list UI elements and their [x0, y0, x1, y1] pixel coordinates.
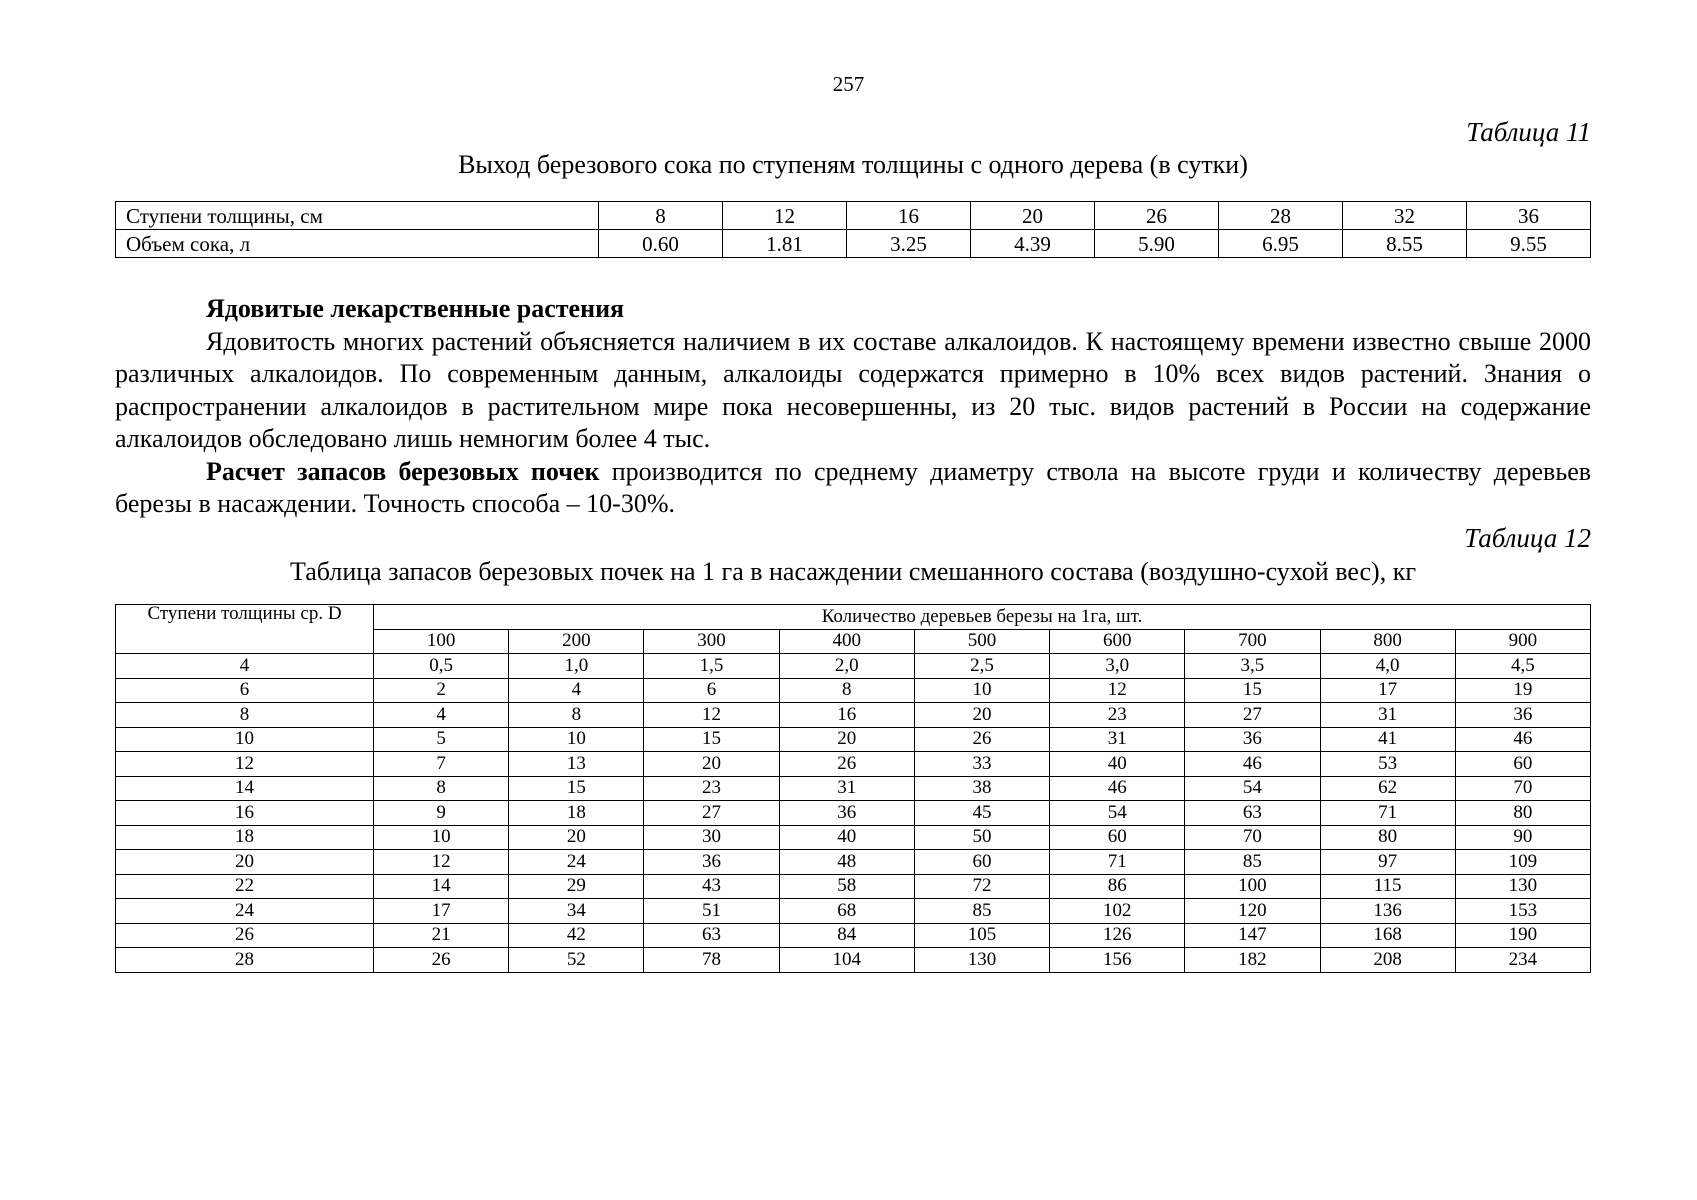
table-cell: 27: [1185, 703, 1320, 728]
table-cell: 147: [1185, 923, 1320, 948]
table-cell: 85: [1185, 850, 1320, 875]
table-row: [116, 899, 1591, 924]
table-cell: 80: [1455, 801, 1590, 826]
table-row: [116, 727, 1591, 752]
table-cell: 8: [599, 202, 723, 230]
table-cell: 3,5: [1185, 654, 1320, 679]
table-cell: 20: [914, 703, 1049, 728]
table-cell: 20: [971, 202, 1095, 230]
table-cell: 60: [1050, 825, 1185, 850]
table-cell: 32: [1343, 202, 1467, 230]
table-cell: 10: [509, 727, 644, 752]
table-cell: 1,0: [509, 654, 644, 679]
table-cell: 30: [644, 825, 779, 850]
table-cell: 36: [1455, 703, 1590, 728]
table-cell: 36: [1185, 727, 1320, 752]
table-cell: 130: [914, 948, 1049, 973]
column-header: 800: [1320, 629, 1455, 654]
column-header: 700: [1185, 629, 1320, 654]
table-row: [116, 923, 1591, 948]
table-cell: 80: [1320, 825, 1455, 850]
table-cell: 4: [509, 678, 644, 703]
table-cell: 130: [1455, 874, 1590, 899]
table-row: [116, 703, 1591, 728]
table-cell: 42: [509, 923, 644, 948]
table-cell: 19: [1455, 678, 1590, 703]
table-cell: 48: [779, 850, 914, 875]
table-row: [116, 752, 1591, 777]
row-diameter: 26: [116, 923, 374, 948]
table-cell: 5: [374, 727, 509, 752]
table-cell: 102: [1050, 899, 1185, 924]
column-header: 900: [1455, 629, 1590, 654]
section-heading: Ядовитые лекарственные растения: [206, 294, 625, 323]
row-diameter: 18: [116, 825, 374, 850]
row-diameter: 6: [116, 678, 374, 703]
table-row: [116, 850, 1591, 875]
table-row: [116, 678, 1591, 703]
table-cell: 12: [644, 703, 779, 728]
table-row: [116, 230, 1591, 258]
row-label: Ступени толщины, см: [116, 202, 599, 230]
sap-yield-table: [115, 201, 1591, 258]
birch-buds-table: [115, 604, 1591, 973]
table-cell: 51: [644, 899, 779, 924]
table-cell: 38: [914, 776, 1049, 801]
table-row: [116, 948, 1591, 973]
table-cell: 52: [509, 948, 644, 973]
table-cell: 3,0: [1050, 654, 1185, 679]
row-label: Объем сока, л: [116, 230, 599, 258]
table-cell: 8.55: [1343, 230, 1467, 258]
table-cell: 60: [1455, 752, 1590, 777]
table-cell: 86: [1050, 874, 1185, 899]
table-cell: 10: [914, 678, 1049, 703]
table-row: [116, 776, 1591, 801]
table-cell: 46: [1455, 727, 1590, 752]
table-cell: 70: [1185, 825, 1320, 850]
table-cell: 33: [914, 752, 1049, 777]
table-cell: 70: [1455, 776, 1590, 801]
table-cell: 20: [779, 727, 914, 752]
table-cell: 53: [1320, 752, 1455, 777]
table-cell: 46: [1050, 776, 1185, 801]
table-cell: 23: [1050, 703, 1185, 728]
row-diameter: 28: [116, 948, 374, 973]
table-cell: 31: [1050, 727, 1185, 752]
table-cell: 60: [914, 850, 1049, 875]
row-diameter: 14: [116, 776, 374, 801]
column-header: 300: [644, 629, 779, 654]
row-diameter: 8: [116, 703, 374, 728]
table-cell: 190: [1455, 923, 1590, 948]
table-11-title: Выход березового сока по ступеням толщины с одного дерева (в сутки): [458, 150, 1248, 179]
table-cell: 5.90: [1095, 230, 1219, 258]
table-cell: 2: [374, 678, 509, 703]
table-cell: 9.55: [1467, 230, 1591, 258]
table-cell: 36: [779, 801, 914, 826]
table-cell: 17: [374, 899, 509, 924]
table-cell: 97: [1320, 850, 1455, 875]
table-cell: 109: [1455, 850, 1590, 875]
table-cell: 50: [914, 825, 1049, 850]
table-cell: 20: [644, 752, 779, 777]
row-diameter: 12: [116, 752, 374, 777]
column-header: 500: [914, 629, 1049, 654]
table-cell: 16: [779, 703, 914, 728]
table-cell: 153: [1455, 899, 1590, 924]
table-row: [116, 874, 1591, 899]
table-cell: 40: [779, 825, 914, 850]
table-cell: 0,5: [374, 654, 509, 679]
table-cell: 45: [914, 801, 1049, 826]
table-cell: 68: [779, 899, 914, 924]
table-cell: 7: [374, 752, 509, 777]
table-cell: 208: [1320, 948, 1455, 973]
table-cell: 31: [1320, 703, 1455, 728]
paragraph-bold-lead: Расчет запасов березовых почек: [206, 456, 600, 486]
table-cell: 41: [1320, 727, 1455, 752]
table-cell: 0.60: [599, 230, 723, 258]
row-diameter: 20: [116, 850, 374, 875]
table-cell: 31: [779, 776, 914, 801]
table-cell: 6.95: [1219, 230, 1343, 258]
table-cell: 8: [509, 703, 644, 728]
header-tree-count: Количество деревьев березы на 1га, шт.: [374, 605, 1591, 630]
column-header: 400: [779, 629, 914, 654]
table-cell: 63: [1185, 801, 1320, 826]
table-cell: 15: [509, 776, 644, 801]
table-cell: 62: [1320, 776, 1455, 801]
table-cell: 34: [509, 899, 644, 924]
paragraph-alkaloids: Ядовитость многих растений объясняется наличием в их составе алкалоидов. К настоящему времени известно свыше 2000 различных алкалоидов. По современным данным, алкалоиды содержатся примерно в 10% всех видов растений. Знания о распространении алкалоидов в растительном мире пока несовершенны, из 20 тыс. видов растений в России на содержание алкалоидов обследовано лишь немногим более 4 тыс.: [115, 326, 1591, 453]
table-cell: 40: [1050, 752, 1185, 777]
table-cell: 43: [644, 874, 779, 899]
poisonous-plants-section: [115, 293, 1591, 521]
column-header: 200: [509, 629, 644, 654]
table-cell: 36: [1467, 202, 1591, 230]
table-cell: 4,0: [1320, 654, 1455, 679]
table-cell: 84: [779, 923, 914, 948]
table-cell: 105: [914, 923, 1049, 948]
table-cell: 16: [847, 202, 971, 230]
paragraph-rest: производится по среднему диаметру ствола на высоте груди и количеству деревьев березы в насаждении. Точность способа – 10-30%.: [115, 456, 1592, 518]
table-cell: 72: [914, 874, 1049, 899]
table-cell: 36: [644, 850, 779, 875]
table-cell: 71: [1050, 850, 1185, 875]
table-cell: 6: [644, 678, 779, 703]
table-cell: 13: [509, 752, 644, 777]
table-cell: 100: [1185, 874, 1320, 899]
page-number: 257: [832, 72, 865, 96]
row-diameter: 16: [116, 801, 374, 826]
table-cell: 23: [644, 776, 779, 801]
table-cell: 2,5: [914, 654, 1049, 679]
table-cell: 58: [779, 874, 914, 899]
table-cell: 12: [723, 202, 847, 230]
row-diameter: 22: [116, 874, 374, 899]
table-row: [116, 825, 1591, 850]
table-cell: 21: [374, 923, 509, 948]
table-cell: 29: [509, 874, 644, 899]
column-header: 100: [374, 629, 509, 654]
table-cell: 4.39: [971, 230, 1095, 258]
table-cell: 115: [1320, 874, 1455, 899]
table-cell: 24: [509, 850, 644, 875]
table-cell: 63: [644, 923, 779, 948]
table-cell: 9: [374, 801, 509, 826]
header-diameter: Ступени толщины ср. D: [116, 605, 374, 654]
table-cell: 2,0: [779, 654, 914, 679]
table-cell: 17: [1320, 678, 1455, 703]
table-cell: 136: [1320, 899, 1455, 924]
table-cell: 20: [509, 825, 644, 850]
table-row: [116, 654, 1591, 679]
table-cell: 120: [1185, 899, 1320, 924]
table-cell: 27: [644, 801, 779, 826]
table-cell: 12: [1050, 678, 1185, 703]
table-cell: 15: [1185, 678, 1320, 703]
table-cell: 3.25: [847, 230, 971, 258]
table-cell: 14: [374, 874, 509, 899]
table-cell: 1.81: [723, 230, 847, 258]
table-cell: 8: [779, 678, 914, 703]
table-cell: 1,5: [644, 654, 779, 679]
table-cell: 90: [1455, 825, 1590, 850]
table-cell: 18: [509, 801, 644, 826]
table-cell: 46: [1185, 752, 1320, 777]
table-cell: 156: [1050, 948, 1185, 973]
row-diameter: 10: [116, 727, 374, 752]
table-cell: 85: [914, 899, 1049, 924]
table-cell: 26: [779, 752, 914, 777]
table-cell: 26: [374, 948, 509, 973]
table-cell: 182: [1185, 948, 1320, 973]
table-cell: 71: [1320, 801, 1455, 826]
column-header: 600: [1050, 629, 1185, 654]
table-cell: 10: [374, 825, 509, 850]
table-cell: 4,5: [1455, 654, 1590, 679]
table-cell: 4: [374, 703, 509, 728]
table-row: [116, 801, 1591, 826]
table-cell: 15: [644, 727, 779, 752]
row-diameter: 4: [116, 654, 374, 679]
paragraph-buds-calculation: [115, 456, 1591, 521]
table-cell: 234: [1455, 948, 1590, 973]
table-11-caption: Таблица 11: [1466, 117, 1591, 147]
table-cell: 126: [1050, 923, 1185, 948]
table-cell: 104: [779, 948, 914, 973]
table-12-title: Таблица запасов березовых почек на 1 га в насаждении смешанного состава (воздушно-сухой вес), кг: [290, 557, 1416, 586]
row-diameter: 24: [116, 899, 374, 924]
table-cell: 26: [1095, 202, 1219, 230]
table-cell: 28: [1219, 202, 1343, 230]
table-cell: 26: [914, 727, 1049, 752]
table-12-caption: Таблица 12: [1464, 523, 1591, 553]
table-cell: 12: [374, 850, 509, 875]
table-cell: 54: [1185, 776, 1320, 801]
table-cell: 168: [1320, 923, 1455, 948]
table-cell: 54: [1050, 801, 1185, 826]
table-cell: 78: [644, 948, 779, 973]
header-row: [116, 605, 1591, 630]
table-row: [116, 202, 1591, 230]
table-cell: 8: [374, 776, 509, 801]
